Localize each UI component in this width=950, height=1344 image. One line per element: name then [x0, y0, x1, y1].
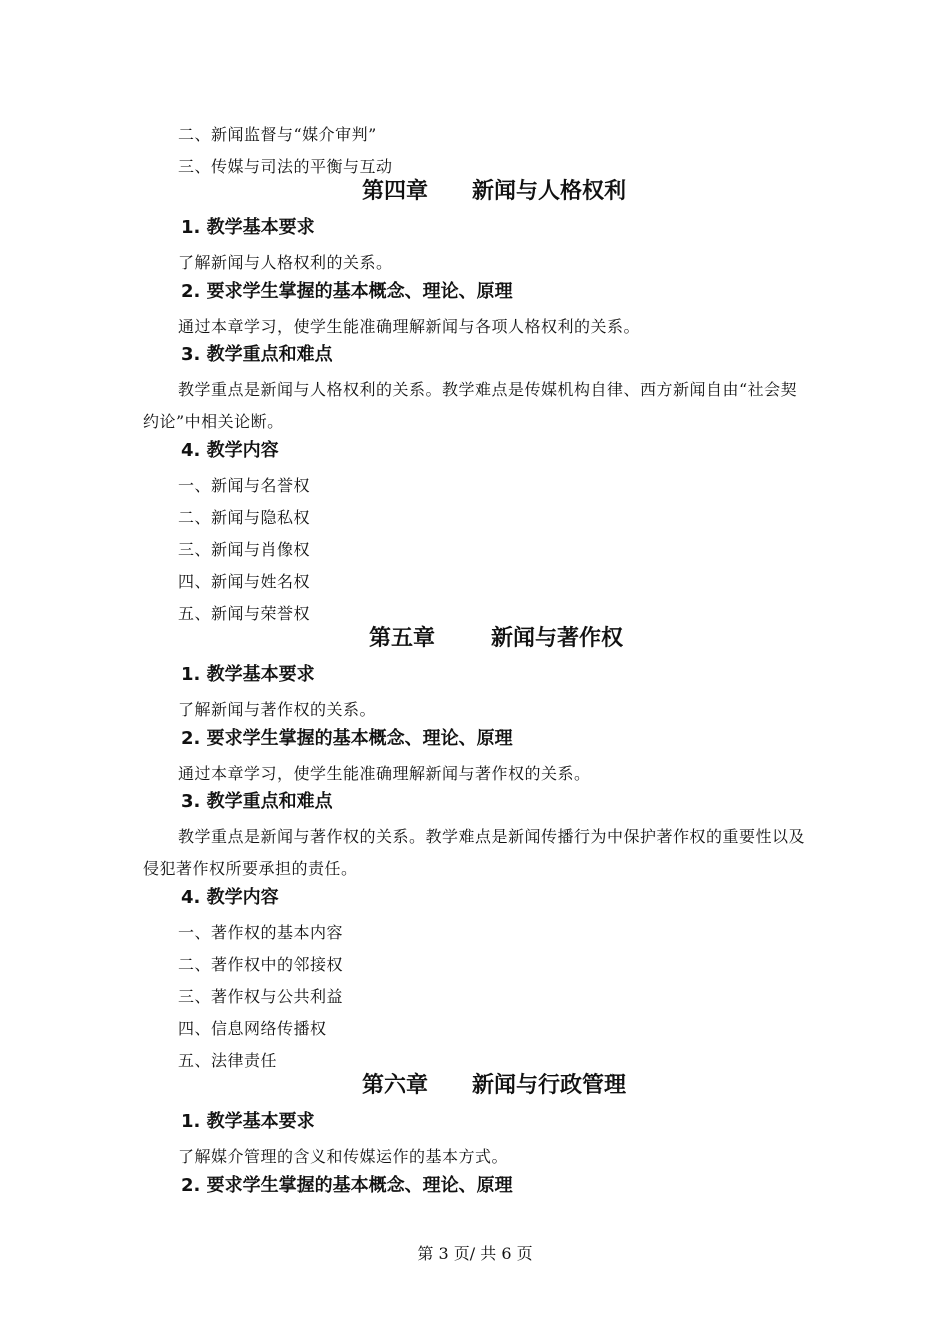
- paragraph: 约论”中相关论断。: [143, 412, 284, 431]
- section-heading: 1. 教学基本要求: [181, 1111, 315, 1132]
- list-item: 四、信息网络传播权: [178, 1019, 327, 1038]
- chapter-title: 新闻与著作权: [491, 626, 624, 651]
- list-item: 三、传媒与司法的平衡与互动: [178, 157, 393, 176]
- chapter-number: 第四章: [362, 179, 429, 204]
- list-item: 二、新闻与隐私权: [178, 508, 311, 527]
- chapter-number: 第六章: [362, 1073, 429, 1098]
- list-item: 三、新闻与肖像权: [178, 540, 311, 559]
- section-heading: 4. 教学内容: [181, 440, 279, 461]
- paragraph: 了解媒介管理的含义和传媒运作的基本方式。: [178, 1147, 509, 1166]
- chapter-number: 第五章: [369, 626, 436, 651]
- list-item: 一、著作权的基本内容: [178, 923, 344, 942]
- section-heading: 4. 教学内容: [181, 887, 279, 908]
- list-item: 五、法律责任: [178, 1051, 278, 1070]
- section-heading: 3. 教学重点和难点: [181, 791, 333, 812]
- chapter-heading: [362, 181, 626, 203]
- list-item: 三、著作权与公共利益: [178, 987, 344, 1006]
- section-heading: 2. 要求学生掌握的基本概念、理论、原理: [181, 1175, 513, 1196]
- chapter-heading: [362, 1075, 626, 1097]
- list-item: 四、新闻与姓名权: [178, 572, 311, 591]
- section-heading: 1. 教学基本要求: [181, 217, 315, 238]
- list-item: 二、新闻监督与“媒介审判”: [178, 125, 377, 144]
- paragraph: 了解新闻与著作权的关系。: [178, 700, 377, 719]
- chapter-title: 新闻与行政管理: [472, 1073, 627, 1098]
- paragraph: 通过本章学习，使学生能准确理解新闻与著作权的关系。: [178, 764, 591, 783]
- paragraph: 通过本章学习，使学生能准确理解新闻与各项人格权利的关系。: [178, 317, 641, 336]
- section-heading: 3. 教学重点和难点: [181, 344, 333, 365]
- paragraph: 教学重点是新闻与著作权的关系。教学难点是新闻传播行为中保护著作权的重要性以及: [178, 827, 806, 846]
- page-number: 第 3 页/ 共 6 页: [417, 1244, 533, 1263]
- list-item: 一、新闻与名誉权: [178, 476, 311, 495]
- paragraph: 侵犯著作权所要承担的责任。: [143, 859, 358, 878]
- paragraph: 教学重点是新闻与人格权利的关系。教学难点是传媒机构自律、西方新闻自由“社会契: [178, 380, 798, 399]
- chapter-title: 新闻与人格权利: [472, 179, 627, 204]
- section-heading: 2. 要求学生掌握的基本概念、理论、原理: [181, 281, 513, 302]
- section-heading: 1. 教学基本要求: [181, 664, 315, 685]
- paragraph: 了解新闻与人格权利的关系。: [178, 253, 393, 272]
- list-item: 五、新闻与荣誉权: [178, 604, 311, 623]
- chapter-heading: [369, 628, 623, 650]
- section-heading: 2. 要求学生掌握的基本概念、理论、原理: [181, 728, 513, 749]
- list-item: 二、著作权中的邻接权: [178, 955, 344, 974]
